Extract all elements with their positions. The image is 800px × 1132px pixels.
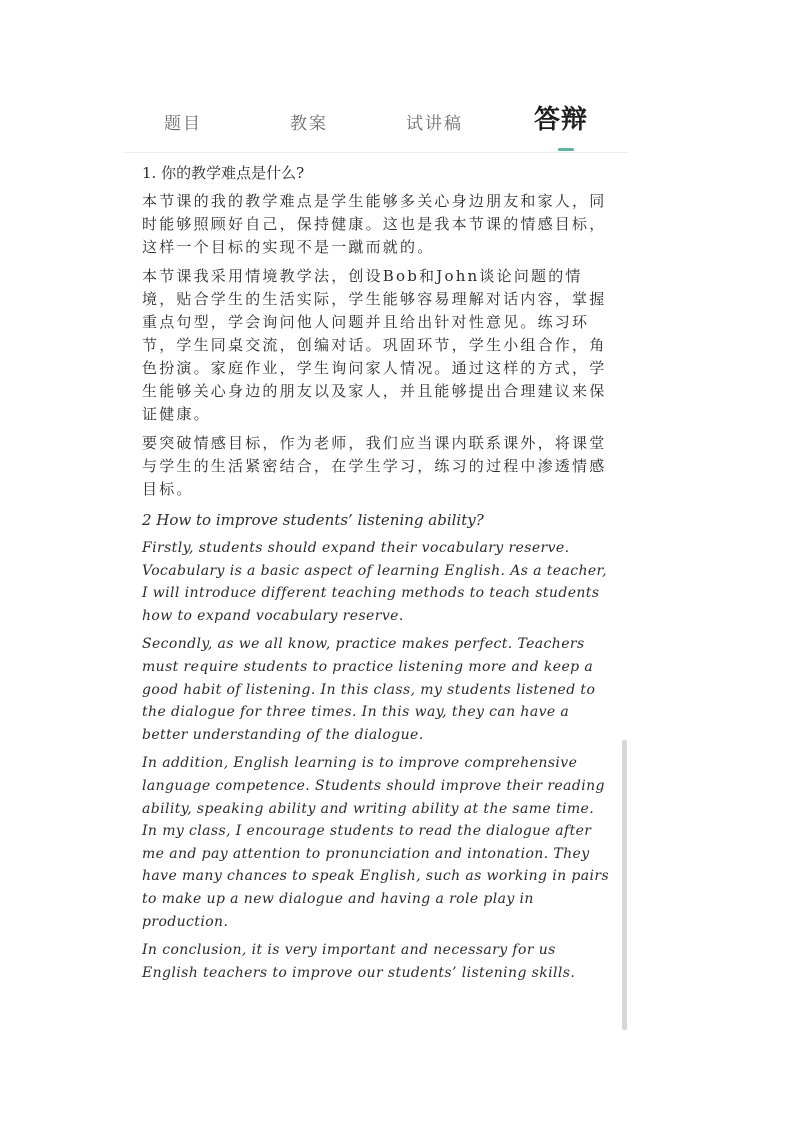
tab-defense[interactable]: 答辩 [534, 105, 589, 135]
tab-questions[interactable]: 题目 [164, 114, 202, 134]
question-1-title: 1. 你的教学难点是什么? [142, 164, 305, 182]
question-1-paragraph: 本节课的我的教学难点是学生能够多关心身边朋友和家人，同时能够照顾好自己，保持健康。这也是我本节课的情感目标，这样一个目标的实现不是一蹴而就的。 [142, 192, 607, 256]
scrollbar[interactable] [622, 740, 627, 1030]
tab-bar [120, 104, 630, 152]
tabs-divider [122, 152, 628, 153]
question-2-paragraph: Secondly, as we all know, practice makes perfect. Teachers must require students to practice listening more and keep a good habit of listening. In this class, my students listened to the dialogue for three times. In this way, they can have a better understanding of the dialogue. [142, 636, 596, 743]
tab-lecture-script[interactable]: 试讲稿 [406, 114, 463, 134]
question-2-paragraph: Firstly, students should expand their vocabulary reserve. Vocabulary is a basic aspect of learning English. As a teacher, I will introduce different teaching methods to teach students how to expand vocabulary reserve. [142, 540, 607, 624]
question-2-paragraph: In addition, English learning is to improve comprehensive language competence. Students should improve their reading ability, speaking ability and writing ability at the same time. In my class, I encourage students to read the dialogue after me and pay attention to pronunciation and intonation. They have many chances to speak English, such as working in pairs to make up a new dialogue and having a role play in production. [142, 755, 610, 930]
question-2-title: 2 How to improve students’ listening ability? [142, 511, 484, 529]
question-2-paragraph: In conclusion, it is very important and necessary for us English teachers to improve our students’ listening skills. [142, 942, 576, 981]
question-1-paragraph: 要突破情感目标，作为老师，我们应当课内联系课外，将课堂与学生的生活紧密结合，在学生学习，练习的过程中渗透情感目标。 [142, 434, 607, 498]
tab-lesson-plan[interactable]: 教案 [290, 114, 328, 134]
active-tab-indicator [558, 148, 574, 151]
question-1-paragraph: 本节课我采用情境教学法，创设Bob和John谈论问题的情境，贴合学生的生活实际，学生能够容易理解对话内容，掌握重点句型，学会询问他人问题并且给出针对性意见。练习环节，学生同桌交流，创编对话。巩固环节，学生小组合作，角色扮演。家庭作业，学生询问家人情况。通过这样的方式，学生能够关心身边的朋友以及家人，并且能够提出合理建议来保证健康。 [142, 267, 607, 423]
answer-content [142, 160, 612, 990]
